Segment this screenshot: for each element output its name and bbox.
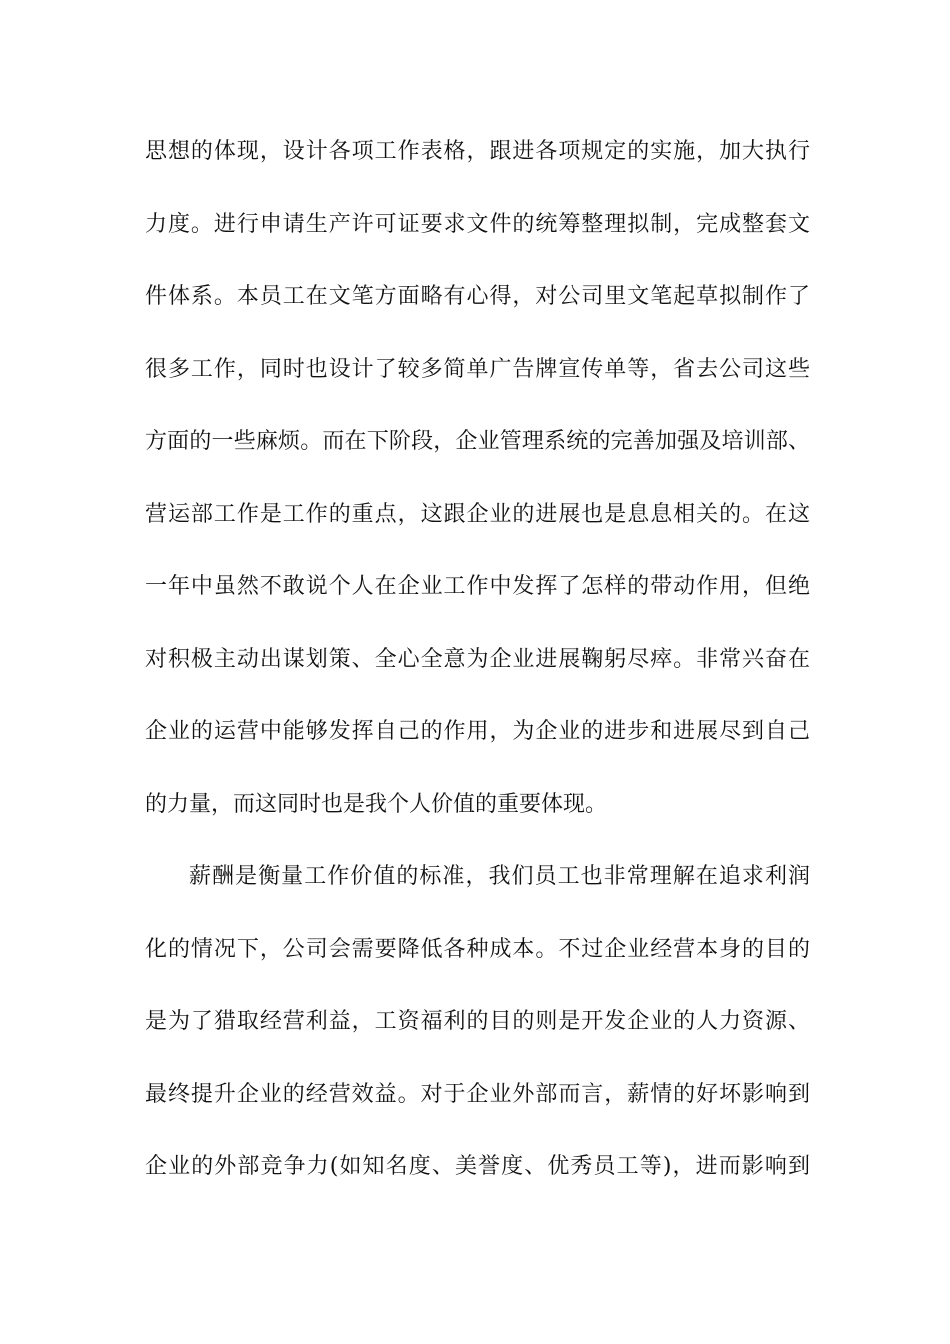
text-line: 营运部工作是工作的重点，这跟企业的进展也是息息相关的。在这 bbox=[145, 501, 810, 527]
body-text bbox=[145, 127, 810, 1215]
text-line: 企业的运营中能够发挥自己的作用，为企业的进步和进展尽到自己 bbox=[145, 719, 810, 744]
text-line: 最终提升企业的经营效益。对于企业外部而言，薪情的好坏影响到 bbox=[145, 1081, 810, 1107]
text-line-paragraph-end: 的力量，而这同时也是我个人价值的重要体现。 bbox=[145, 791, 608, 817]
text-line: 企业的外部竞争力(如知名度、美誉度、优秀员工等)，进而影响到 bbox=[145, 1154, 810, 1179]
text-line: 思想的体现，设计各项工作表格，跟进各项规定的实施，加大执行 bbox=[145, 139, 810, 164]
text-line: 力度。进行申请生产许可证要求文件的统筹整理拟制，完成整套文 bbox=[145, 211, 810, 237]
text-line: 一年中虽然不敢说个人在企业工作中发挥了怎样的带动作用，但绝 bbox=[145, 574, 810, 599]
text-line: 化的情况下，公司会需要降低各种成本。不过企业经营本身的目的 bbox=[145, 936, 810, 962]
text-line-paragraph-start: 薪酬是衡量工作价值的标准，我们员工也非常理解在追求利润 bbox=[189, 864, 810, 889]
text-line: 很多工作，同时也设计了较多简单广告牌宣传单等，省去公司这些 bbox=[145, 356, 810, 382]
text-line: 件体系。本员工在文笔方面略有心得，对公司里文笔起草拟制作了 bbox=[145, 284, 810, 309]
text-line: 是为了猎取经营利益，工资福利的目的则是开发企业的人力资源、 bbox=[145, 1009, 810, 1034]
text-line: 对积极主动出谋划策、全心全意为企业进展鞠躬尽瘁。非常兴奋在 bbox=[145, 646, 810, 672]
text-line: 方面的一些麻烦。而在下阶段，企业管理系统的完善加强及培训部、 bbox=[145, 429, 810, 454]
